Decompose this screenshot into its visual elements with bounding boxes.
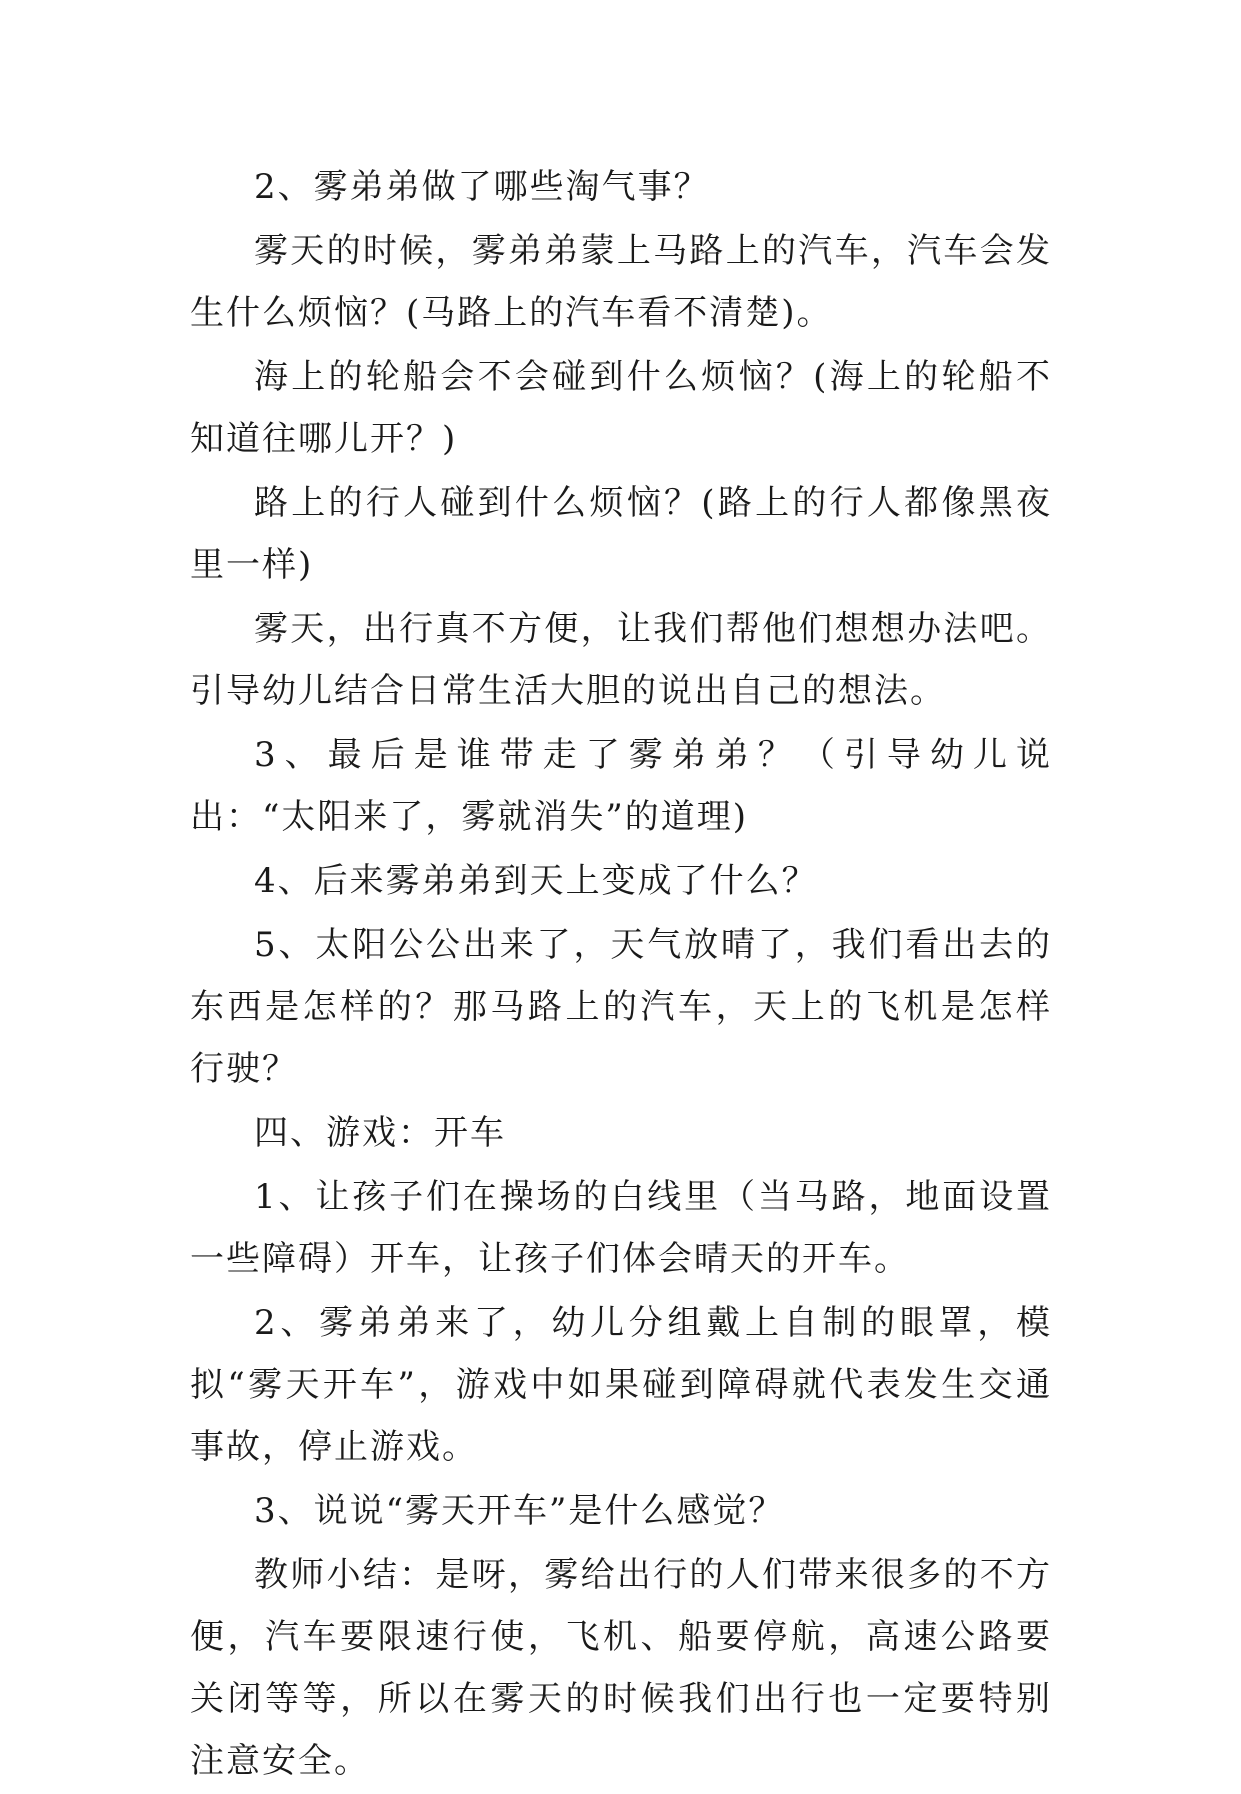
paragraph-question-3: 3、最后是谁带走了雾弟弟？（引导幼儿说出：“太阳来了，雾就消失”的道理) xyxy=(190,735,1052,837)
paragraph-ideas: 雾天，出行真不方便，让我们帮他们想想办法吧。引导幼儿结合日常生活大胆的说出自己的想法。 xyxy=(190,609,1052,711)
paragraph-teacher-summary: 教师小结：是呀，雾给出行的人们带来很多的不方便，汽车要限速行使，飞机、船要停航，高速公路要关闭等等，所以在雾天的时候我们出行也一定要特别注意安全。 xyxy=(190,1555,1052,1781)
paragraph-question-5: 5、太阳公公出来了，天气放晴了，我们看出去的东西是怎样的？那马路上的汽车，天上的飞机是怎样行驶？ xyxy=(190,925,1052,1089)
paragraph-game-step-1: 1、让孩子们在操场的白线里（当马路，地面设置一些障碍）开车，让孩子们体会晴天的开车。 xyxy=(190,1177,1052,1279)
paragraph-question-2: 2、雾弟弟做了哪些淘气事？ xyxy=(254,167,710,207)
paragraph-ships: 海上的轮船会不会碰到什么烦恼？(海上的轮船不知道往哪儿开？) xyxy=(190,357,1052,459)
paragraph-cars: 雾天的时候，雾弟弟蒙上马路上的汽车，汽车会发生什么烦恼？(马路上的汽车看不清楚)。 xyxy=(190,231,1052,333)
paragraph-game-step-3: 3、说说“雾天开车”是什么感觉？ xyxy=(254,1491,785,1531)
paragraph-game-step-2: 2、雾弟弟来了，幼儿分组戴上自制的眼罩，模拟“雾天开车”，游戏中如果碰到障碍就代表发生交通事故，停止游戏。 xyxy=(190,1303,1052,1467)
section-heading-game: 四、游戏：开车 xyxy=(254,1113,506,1153)
paragraph-question-4: 4、后来雾弟弟到天上变成了什么？ xyxy=(254,861,818,901)
document-body xyxy=(190,156,1052,1794)
paragraph-pedestrians: 路上的行人碰到什么烦恼？(路上的行人都像黑夜里一样) xyxy=(190,483,1052,585)
